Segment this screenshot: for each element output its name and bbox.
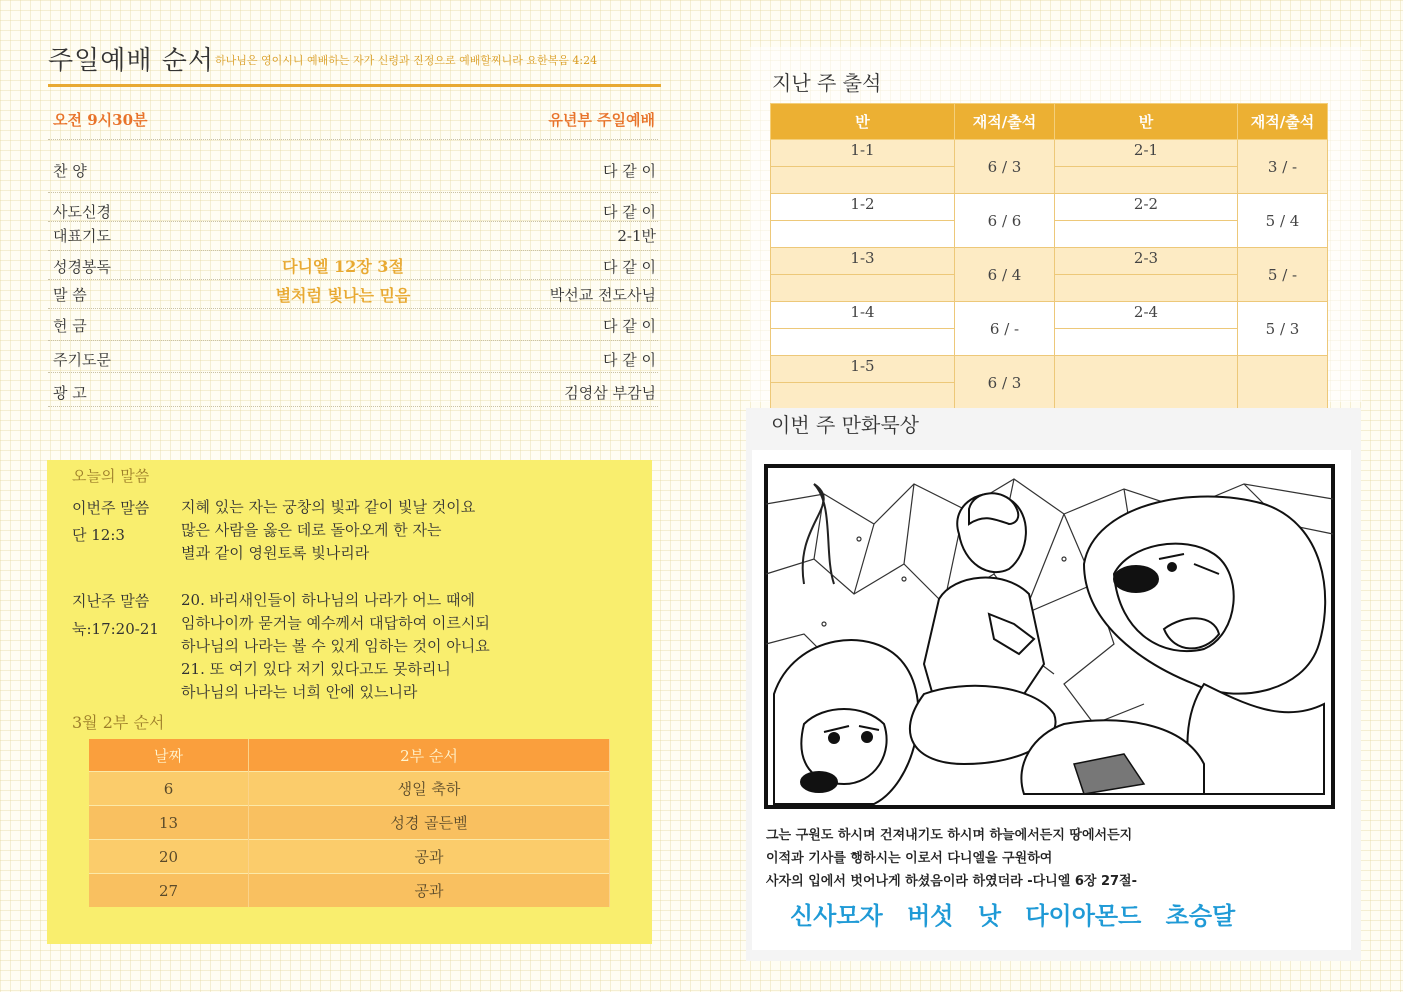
attendance-value: 6 / 3	[955, 356, 1055, 410]
schedule-date: 6	[89, 772, 249, 806]
divider	[48, 340, 658, 341]
schedule-item: 생일 축하	[249, 772, 610, 806]
comic-title: 이번 주 만화묵상	[771, 413, 919, 437]
cell-blank	[771, 167, 955, 194]
table-row	[771, 140, 1328, 167]
verse-line: 20. 바리새인들이 하나님의 나라가 어느 때에	[181, 591, 476, 609]
last-week-label: 지난주 말씀	[72, 592, 150, 610]
table-row	[89, 840, 610, 874]
table-row	[771, 356, 1328, 383]
cell-blank	[1055, 167, 1238, 194]
class-name: 1-1	[771, 140, 955, 167]
order-leader-announce: 김영삼 부감님	[564, 384, 656, 402]
cell-blank	[1055, 275, 1238, 302]
daniel-lions-den-illustration	[764, 464, 1335, 809]
verse-line: 21. 또 여기 있다 저기 있다고도 못하리니	[181, 660, 451, 678]
class-name: 1-5	[771, 356, 955, 383]
title-divider	[48, 84, 661, 87]
attendance-value: 5 / -	[1238, 248, 1328, 302]
table-row	[771, 302, 1328, 329]
table-row	[771, 248, 1328, 275]
cell-blank	[771, 329, 955, 356]
attendance-value: 5 / 3	[1238, 302, 1328, 356]
attendance-table	[770, 103, 1328, 410]
divider	[48, 139, 658, 140]
divider	[48, 192, 658, 193]
sermon-title: 별처럼 빛나는 믿음	[275, 286, 411, 305]
divider	[48, 308, 658, 309]
table-row	[89, 772, 610, 806]
order-label-sermon: 말 씀	[53, 286, 87, 304]
verse-line: 지혜 있는 자는 궁창의 빛과 같이 빛날 것이요	[181, 498, 476, 516]
cell-blank	[771, 383, 955, 410]
this-week-label: 이번주 말씀	[72, 499, 150, 517]
order-leader-offering: 다 같 이	[602, 317, 656, 335]
schedule-item: 성경 골든벨	[249, 806, 610, 840]
order-label-reading: 성경봉독	[53, 258, 111, 276]
order-label-creed: 사도신경	[53, 203, 111, 221]
cell-blank	[771, 221, 955, 248]
schedule-title: 3월 2부 순서	[72, 713, 165, 732]
caption-line: 사자의 입에서 벗어나게 하셨음이라 하였더라 -다니엘 6장 27절-	[766, 874, 1138, 889]
order-leader-reading: 다 같 이	[602, 258, 656, 276]
col-header-class: 반	[1055, 104, 1238, 140]
scripture-reading: 다니엘 12장 3절	[282, 257, 404, 276]
order-label-announce: 광 고	[53, 384, 87, 402]
divider	[48, 279, 658, 280]
class-name: 2-4	[1055, 302, 1238, 329]
cell-blank	[1055, 329, 1238, 356]
order-leader-sermon: 박선교 전도사님	[549, 286, 656, 304]
attendance-value: 6 / 6	[955, 194, 1055, 248]
col-header-class: 반	[771, 104, 955, 140]
order-label-lords-prayer: 주기도문	[53, 351, 111, 369]
word-title: 오늘의 말씀	[72, 467, 150, 485]
attendance-value: 3 / -	[1238, 140, 1328, 194]
caption-line: 이적과 기사를 행하시는 이로서 다니엘을 구원하여	[766, 851, 1053, 866]
divider	[48, 250, 658, 251]
theme-verse: 하나님은 영이시니 예배하는 자가 신령과 진정으로 예배할찌니라 요한복음 4:24	[215, 54, 598, 67]
class-name: 2-2	[1055, 194, 1238, 221]
verse-line: 임하나이까 묻거늘 예수께서 대답하여 이르시되	[181, 614, 490, 632]
schedule-date: 20	[89, 840, 249, 874]
order-leader-prayer: 2-1반	[617, 227, 656, 245]
attendance-value: 5 / 4	[1238, 194, 1328, 248]
divider	[48, 406, 658, 407]
divider	[48, 372, 658, 373]
class-name: 2-1	[1055, 140, 1238, 167]
order-leader-praise: 다 같 이	[602, 162, 656, 180]
verse-line: 별과 같이 영원토록 빛나리라	[181, 544, 370, 562]
verse-line: 많은 사람을 옳은 데로 돌아오게 한 자는	[181, 521, 442, 539]
order-leader-creed: 다 같 이	[602, 203, 656, 221]
col-header-count: 재적/출석	[955, 104, 1055, 140]
hidden-objects-answers: 신사모자 버섯 낫 다이아몬드 초승달	[790, 902, 1236, 930]
order-label-offering: 헌 금	[53, 317, 87, 335]
table-row	[89, 874, 610, 908]
table-row	[771, 194, 1328, 221]
order-label-praise: 찬 양	[53, 162, 87, 180]
cell-empty	[1055, 356, 1238, 410]
col-header-program: 2부 순서	[249, 739, 610, 772]
schedule-date: 13	[89, 806, 249, 840]
cell-blank	[1055, 221, 1238, 248]
attendance-value: 6 / -	[955, 302, 1055, 356]
class-name: 2-3	[1055, 248, 1238, 275]
schedule-item: 공과	[249, 840, 610, 874]
class-name: 1-2	[771, 194, 955, 221]
caption-line: 그는 구원도 하시며 건져내기도 하시며 하늘에서든지 땅에서든지	[766, 828, 1133, 843]
class-name: 1-4	[771, 302, 955, 329]
schedule-date: 27	[89, 874, 249, 908]
col-header-count: 재적/출석	[1238, 104, 1328, 140]
verse-line: 하나님의 나라는 볼 수 있게 임하는 것이 아니요	[181, 637, 490, 655]
cell-empty	[1238, 356, 1328, 410]
cell-blank	[771, 275, 955, 302]
service-department: 유년부 주일예배	[548, 111, 655, 129]
col-header-date: 날짜	[89, 739, 249, 772]
order-leader-lords-prayer: 다 같 이	[602, 351, 656, 369]
table-row	[89, 806, 610, 840]
schedule-item: 공과	[249, 874, 610, 908]
attendance-value: 6 / 3	[955, 140, 1055, 194]
verse-line: 하나님의 나라는 너희 안에 있느니라	[181, 683, 418, 701]
class-name: 1-3	[771, 248, 955, 275]
divider	[48, 221, 658, 222]
service-time: 오전 9시30분	[53, 111, 148, 129]
page-title: 주일예배 순서	[48, 46, 214, 76]
attendance-value: 6 / 4	[955, 248, 1055, 302]
schedule-table	[89, 739, 610, 907]
last-week-ref: 눅:17:20-21	[72, 620, 159, 638]
this-week-ref: 단 12:3	[72, 526, 125, 544]
attendance-title: 지난 주 출석	[772, 71, 882, 95]
order-label-prayer: 대표기도	[53, 227, 111, 245]
